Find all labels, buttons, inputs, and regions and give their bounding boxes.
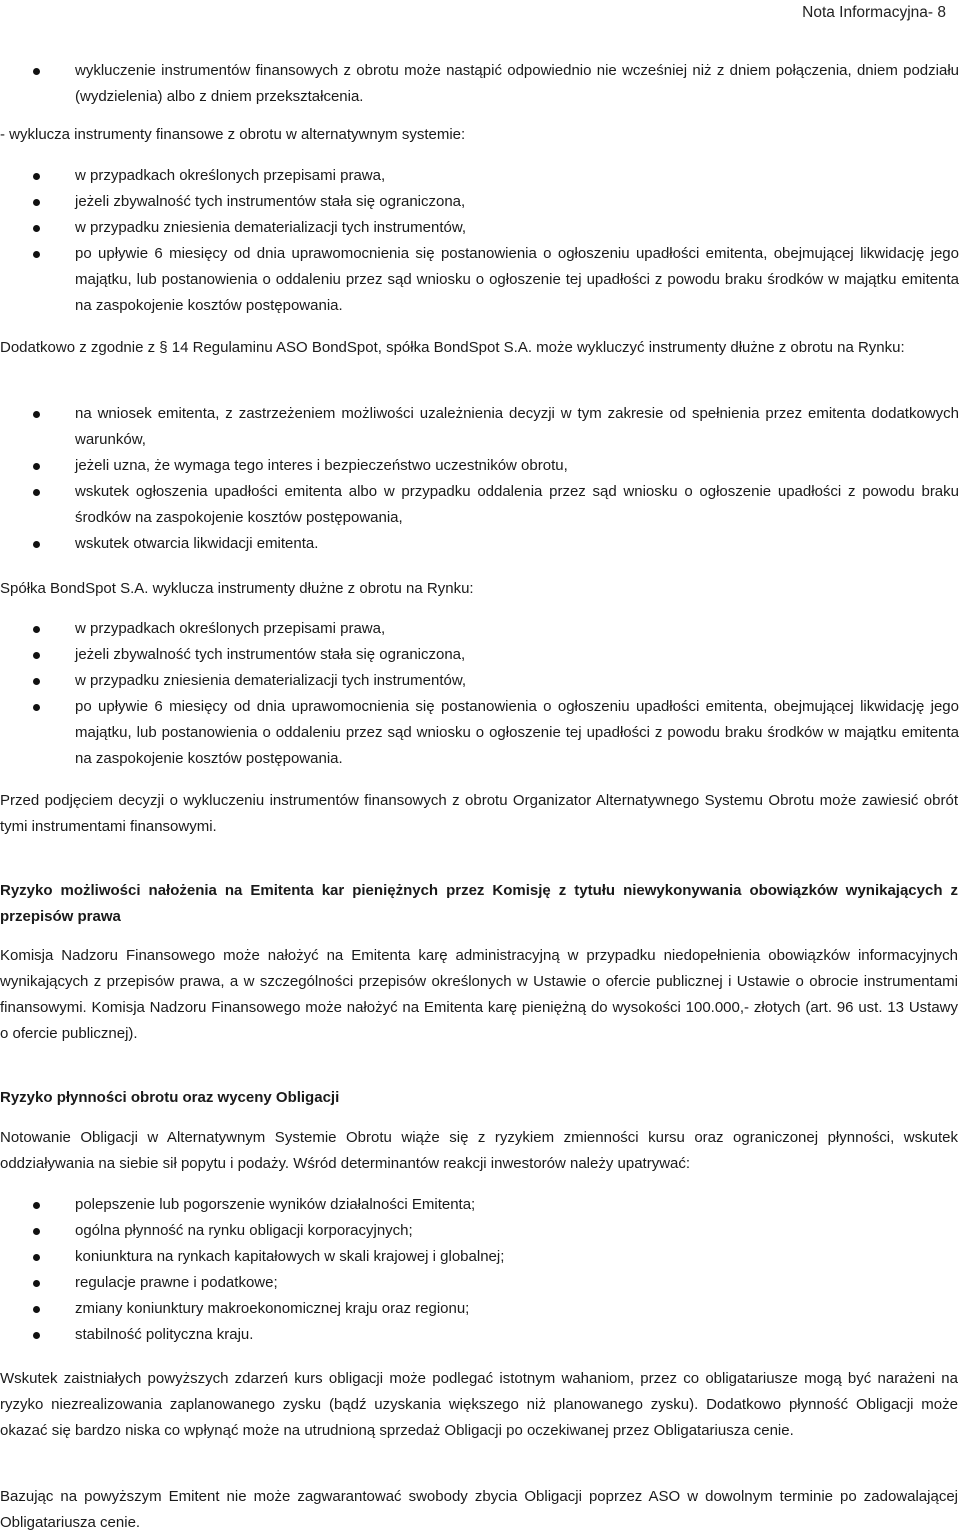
list-alt-system	[0, 163, 959, 319]
list-item: polepszenie lub pogorszenie wyników działalności Emitenta;	[0, 1192, 959, 1218]
bullet-icon	[33, 1306, 40, 1313]
list-item: jeżeli zbywalność tych instrumentów stała się ograniczona,	[0, 642, 959, 668]
bullet-icon	[33, 225, 40, 232]
list-item: ogólna płynność na rynku obligacji korporacyjnych;	[0, 1218, 959, 1244]
list-item: w przypadkach określonych przepisami prawa,	[0, 616, 959, 642]
list-item: jeżeli zbywalność tych instrumentów stała się ograniczona,	[0, 189, 959, 215]
paragraph-bazujac: Bazując na powyższym Emitent nie może zagwarantować swobody zbycia Obligacji poprzez ASO w dowolnym terminie po zadowalającej Obligatariusza cenie.	[0, 1488, 958, 1531]
paragraph-wskutek: Wskutek zaistniałych powyższych zdarzeń kurs obligacji może podlegać istotnym wahaniom, przez co obligatariusze mogą być narażeni na ryzyko niezrealizowania zaplanowanego zysku (bądź uzyskania większego niż planowanego zysku). Dodatkowo płynność Obligacji może okazać się bardzo niska co wpłynąć może na utrudnioną sprzedaż Obligacji po oczekiwanej przez Obligatariusza cenie.	[0, 1370, 958, 1439]
list-item: regulacje prawne i podatkowe;	[0, 1270, 959, 1296]
paragraph-wyklucza-alt: - wyklucza instrumenty finansowe z obrotu w alternatywnym systemie:	[0, 126, 466, 143]
heading-ryzyko-plynnosci: Ryzyko płynności obrotu oraz wyceny Obligacji	[0, 1089, 340, 1106]
list-top-continuation	[0, 58, 959, 110]
bullet-icon	[33, 541, 40, 548]
bullet-icon	[33, 68, 40, 75]
list-item: w przypadkach określonych przepisami prawa,	[0, 163, 959, 189]
list-dodatkowo	[0, 401, 959, 557]
list-item: zmiany koniunktury makroekonomicznej kraju oraz regionu;	[0, 1296, 959, 1322]
list-item: po upływie 6 miesięcy od dnia uprawomocnienia się postanowienia o ogłoszeniu upadłości emitenta, obejmującej likwidację jego majątku, lub postanowienia o oddaleniu przez sąd wniosku o ogłoszenie tej upadłości z powodu braku środków w majątku emitenta na zaspokojenie kosztów postępowania.	[0, 694, 959, 772]
list-item: na wniosek emitenta, z zastrzeżeniem możliwości uzależnienia decyzji w tym zakresie od spełnienia przez emitenta dodatkowych warunków,	[0, 401, 959, 453]
heading-ryzyko-kar: Ryzyko możliwości nałożenia na Emitenta kar pieniężnych przez Komisję z tytułu niewykonywania obowiązków wynikających z przepisów prawa	[0, 882, 958, 925]
bullet-icon	[33, 1254, 40, 1261]
bullet-icon	[33, 173, 40, 180]
paragraph-przed: Przed podjęciem decyzji o wykluczeniu instrumentów finansowych z obrotu Organizator Alternatywnego Systemu Obrotu może zawiesić obrót tymi instrumentami finansowymi.	[0, 792, 958, 835]
paragraph-knf: Komisja Nadzoru Finansowego może nałożyć na Emitenta karę administracyjną w przypadku niedopełnienia obowiązków informacyjnych wynikających z przepisów prawa, a w szczególności przepisów określonych w Ustawie o ofercie publicznej i Ustawie o obrocie instrumentami finansowymi. Komisja Nadzoru Finansowego może nałożyć na Emitenta karę pieniężną do wysokości 100.000,- złotych (art. 96 ust. 13 Ustawy o ofercie publicznej).	[0, 947, 958, 1042]
list-determinanty	[0, 1192, 959, 1348]
bullet-icon	[33, 199, 40, 206]
bullet-icon	[33, 704, 40, 711]
bullet-icon	[33, 1202, 40, 1209]
list-item: wskutek ogłoszenia upadłości emitenta albo w przypadku oddalenia przez sąd wniosku o ogłoszenie upadłości z powodu braku środków na zaspokojenie kosztów postępowania,	[0, 479, 959, 531]
list-item: jeżeli uzna, że wymaga tego interes i bezpieczeństwo uczestników obrotu,	[0, 453, 959, 479]
list-item: w przypadku zniesienia dematerializacji tych instrumentów,	[0, 215, 959, 241]
list-item: po upływie 6 miesięcy od dnia uprawomocnienia się postanowienia o ogłoszeniu upadłości emitenta, obejmującej likwidację jego majątku, lub postanowienia o oddaleniu przez sąd wniosku o ogłoszenie tej upadłości z powodu braku środków w majątku emitenta na zaspokojenie kosztów postępowania.	[0, 241, 959, 319]
bullet-icon	[33, 411, 40, 418]
bullet-icon	[33, 251, 40, 258]
bullet-icon	[33, 652, 40, 659]
bullet-icon	[33, 489, 40, 496]
paragraph-dodatkowo: Dodatkowo z zgodnie z § 14 Regulaminu ASO BondSpot, spółka BondSpot S.A. może wykluczyć instrumenty dłużne z obrotu na Rynku:	[0, 339, 905, 356]
bullet-icon	[33, 463, 40, 470]
list-spolka	[0, 616, 959, 772]
bullet-icon	[33, 678, 40, 685]
bullet-icon	[33, 1280, 40, 1287]
paragraph-notowanie: Notowanie Obligacji w Alternatywnym Systemie Obrotu wiąże się z ryzykiem zmienności kursu oraz ograniczonej płynności, wskutek oddziaływania na siebie sił popytu i podaży. Wśród determinantów reakcji inwestorów należy upatrywać:	[0, 1129, 958, 1172]
bullet-icon	[33, 1332, 40, 1339]
list-item: wykluczenie instrumentów finansowych z obrotu może nastąpić odpowiednio nie wcześniej niż z dniem połączenia, dniem podziału (wydzielenia) albo z dniem przekształcenia.	[0, 58, 959, 110]
list-item: stabilność polityczna kraju.	[0, 1322, 959, 1348]
page-header: Nota Informacyjna- 8	[802, 4, 946, 21]
paragraph-spolka: Spółka BondSpot S.A. wyklucza instrumenty dłużne z obrotu na Rynku:	[0, 580, 474, 597]
list-item: w przypadku zniesienia dematerializacji tych instrumentów,	[0, 668, 959, 694]
bullet-icon	[33, 626, 40, 633]
list-item: koniunktura na rynkach kapitałowych w skali krajowej i globalnej;	[0, 1244, 959, 1270]
bullet-icon	[33, 1228, 40, 1235]
list-item: wskutek otwarcia likwidacji emitenta.	[0, 531, 959, 557]
